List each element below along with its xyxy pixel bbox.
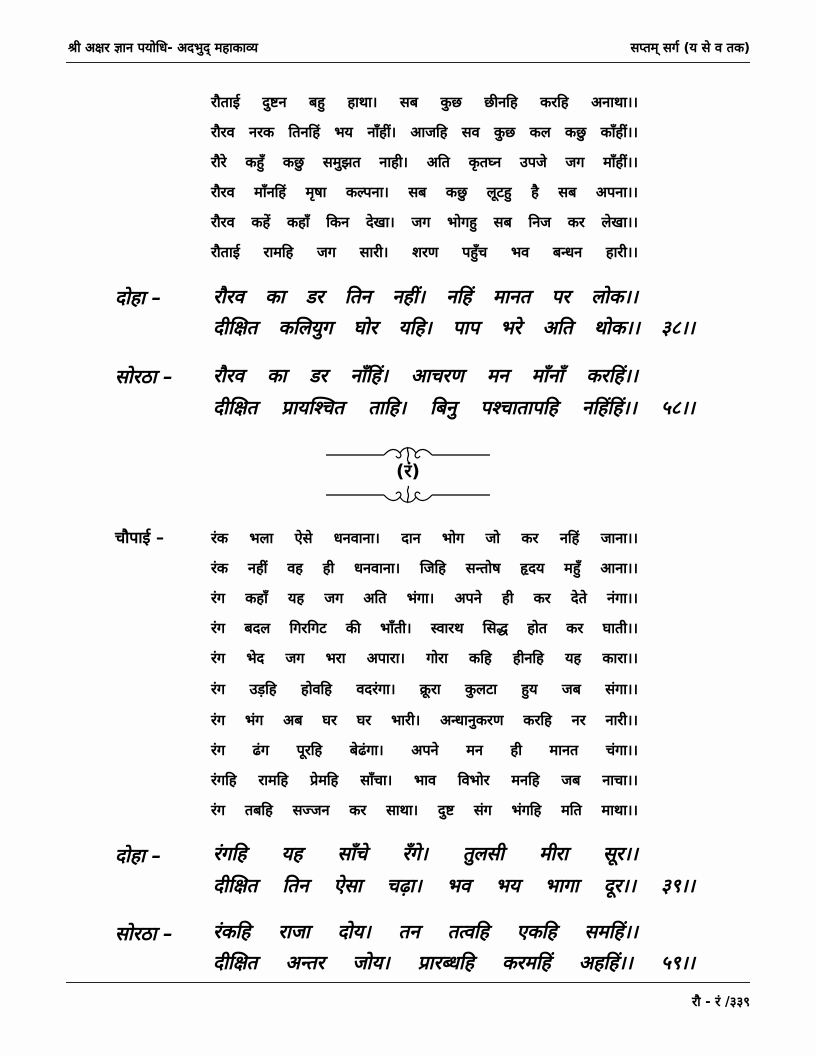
verse-line: रौरव कहें कहाँ किन देखा। जग भोगहु सब निज कर लेखा।। [211, 215, 638, 231]
header-chapter: सप्तम् सर्ग (य से व तक) [630, 41, 750, 56]
page-number: रौ - रं /३३९ [691, 995, 750, 1010]
verse-line: रौताई दुष्टन बहु हाथा। सब कुछ छीनहि करहि अनाथा।। [211, 95, 638, 111]
verse-line: रंग ढंग पूरहि बेढंगा। अपने मन ही मानत चंगा।। [211, 743, 638, 759]
verse-line: रौरव नरक तिनहिं भय नाँहीं। आजहि सव कुछ कल कछु काँहीं।। [211, 125, 638, 141]
verse-line: रंग उड़हि होवहि वदरंगा। क्रूरा कुलटा हुय जब संगा।। [211, 682, 638, 698]
doha-label: दोहा – [115, 845, 162, 867]
verse-line: रंक नहीं वह ही धनवाना। जिहि सन्तोष हृदय महुँ आना।। [211, 561, 638, 577]
verse-line: रंग कहाँ यह जग अति भंगा। अपने ही कर देते नंगा।। [211, 591, 638, 607]
section-heading: (रं) [396, 461, 420, 482]
ornament-bottom [324, 484, 492, 506]
verse-line: रंगहि रामहि प्रेमहि साँचा। भाव विभोर मनहि जब नाचा।। [211, 773, 638, 789]
footer-rule [66, 982, 750, 983]
verse-line: रंग तबहि सज्जन कर साथा। दुष्ट संग भंगहि मति माथा।। [211, 803, 638, 819]
doha-line: रंगहि यह साँचे रँगे। तुलसी मीरा सूर।। [213, 843, 638, 865]
verse-line: रंक भला ऐसे धनवाना। दान भोग जो कर नहिं जाना।। [211, 531, 638, 547]
doha-line: दीक्षित कलियुग घोर यहि। पाप भरे अति थोक।। ३८।। [213, 317, 695, 339]
verse-line: रंग भंग अब घर घर भारी। अन्धानुकरण करहि नर नारी।। [211, 713, 638, 729]
doha-line: दीक्षित तिन ऐसा चढ़ा। भव भय भागा दूर।। ३९।। [213, 875, 695, 897]
sortha-line: दीक्षित अन्तर जोय। प्रारब्धहि करमहिं अहहिं।। ५९।। [213, 952, 695, 974]
header-rule [66, 62, 750, 63]
doha-line: रौरव का डर तिन नहीं। नहिं मानत पर लोक।। [213, 286, 638, 308]
chaupai-label: चौपाई – [115, 528, 164, 547]
sortha-label: सोरठा – [115, 923, 173, 945]
sortha-line: रौरव का डर नाँहिं। आचरण मन माँनाँ करहिं।। [213, 365, 638, 387]
sortha-label: सोरठा – [115, 366, 173, 388]
sortha-line: दीक्षित प्रायश्चित ताहि। बिनु पश्चातापहि नहिंहिं।। ५८।। [213, 397, 695, 419]
header-book-title: श्री अक्षर ज्ञान पयोधि- अदभुद् महाकाव्य [68, 41, 258, 56]
verse-line: रौरे कहुँ कछु समुझत नाही। अति कृतघ्न उपजे जग माँहीं।। [211, 155, 638, 171]
sortha-line: रंकहि राजा दोय। तन तत्वहि एकहि समहिं।। [213, 921, 638, 943]
verse-line: रंग भेद जग भरा अपारा। गोरा कहि हीनहि यह कारा।। [211, 651, 638, 667]
doha-label: दोहा – [115, 287, 162, 309]
verse-line: रंग बदल गिरगिट की भाँती। स्वारथ सिद्ध होत कर घाती।। [211, 621, 638, 637]
verse-line: रौरव माँनहिं मृषा कल्पना। सब कछु लूटहु है सब अपना।। [211, 185, 638, 201]
verse-line: रौताई रामहि जग सारी। शरण पहुँच भव बन्धन हारी।। [211, 245, 638, 261]
